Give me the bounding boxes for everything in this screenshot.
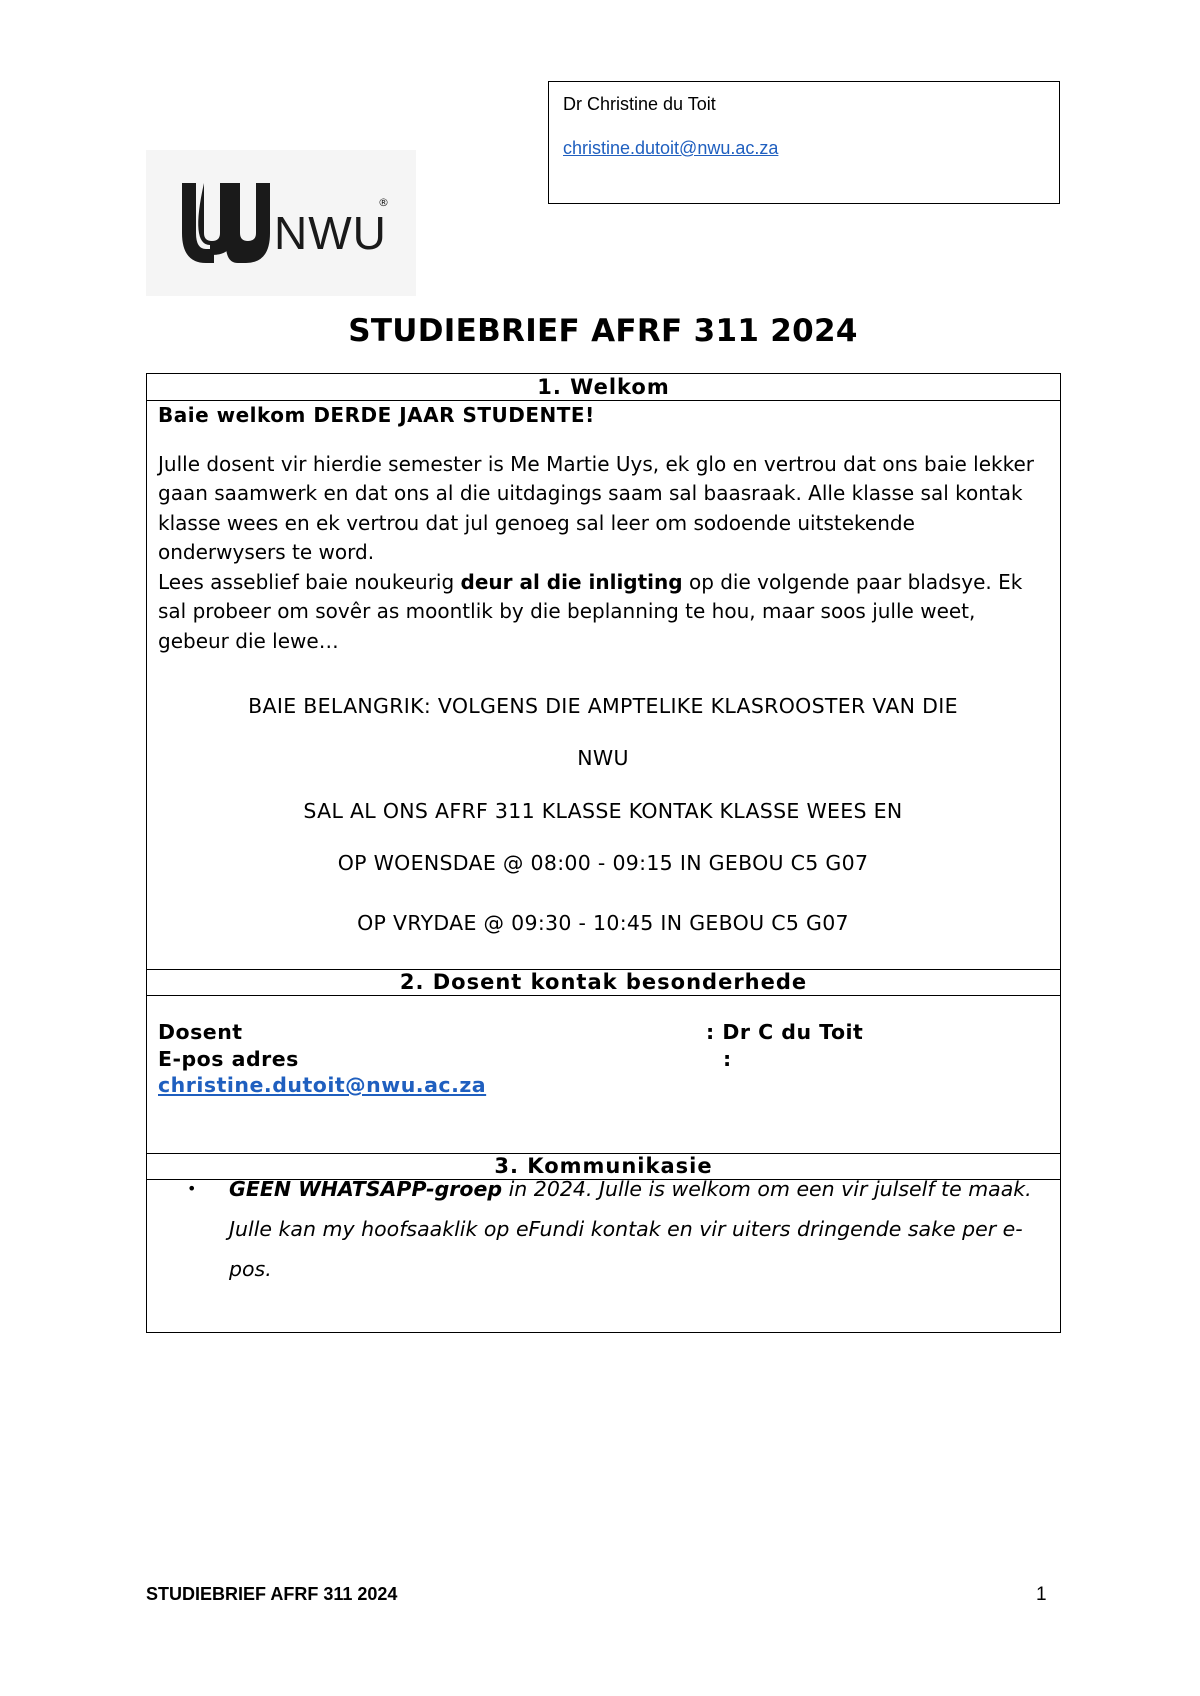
epos-row <box>158 1046 1048 1073</box>
epos-label: E-pos adres <box>158 1046 299 1071</box>
section-2-body <box>158 1019 1048 1099</box>
dosent-row <box>158 1019 1048 1046</box>
footer-title: STUDIEBRIEF AFRF 311 2024 <box>146 1584 398 1604</box>
studiebrief-table <box>146 373 1061 1333</box>
important-line-4: OP WOENSDAE @ 08:00 - 09:15 IN GEBOU C5 G07 <box>337 851 869 875</box>
instruction-bold: deur al die inligting <box>460 569 683 594</box>
section-3-heading: 3. Kommunikasie <box>494 1154 713 1178</box>
dosent-value: : Dr C du Toit <box>706 1020 864 1044</box>
dosent-label: Dosent <box>158 1020 243 1044</box>
contact-name: Dr Christine du Toit <box>563 94 716 114</box>
section-1-heading: 1. Welkom <box>537 375 670 399</box>
section-3-body <box>187 1169 1047 1289</box>
important-line-2: NWU <box>577 746 629 770</box>
contact-email-link[interactable]: christine.dutoit@nwu.ac.za <box>563 138 779 158</box>
instruction-text: Lees asseblief baie noukeurig <box>158 569 461 594</box>
instruction-paragraph <box>158 568 1048 657</box>
email-row <box>158 1072 1048 1099</box>
divider <box>147 995 1060 996</box>
dosent-email-link[interactable]: christine.dutoit@nwu.ac.za <box>158 1073 487 1097</box>
communication-rest: in 2024. Julle is welkom om een vir julself te maak. Julle kan my hoofsaaklik op eFundi kontak en vir uiters dringende sake per e-pos. <box>229 1177 1032 1281</box>
communication-text <box>229 1169 1047 1289</box>
epos-colon: : <box>723 1046 732 1071</box>
welcome-paragraph: Julle dosent vir hierdie semester is Me Martie Uys, ek glo en vertrou dat ons baie lekker gaan saamwerk en dat ons al die uitdagings saam sal baasraak. Alle klasse sal kontak klasse wees en ek vertrou dat jul genoeg sal leer om sodoende uitstekende onderwysers te word. <box>158 451 1035 564</box>
important-line-1: BAIE BELANGRIK: VOLGENS DIE AMPTELIKE KLASROOSTER VAN DIE <box>248 694 958 718</box>
logo-text: NWU <box>274 207 387 259</box>
registered-mark: ® <box>378 196 389 209</box>
document-title: STUDIEBRIEF AFRF 311 2024 <box>348 313 858 349</box>
important-line-5: OP VRYDAE @ 09:30 - 10:45 IN GEBOU C5 G07 <box>357 911 849 935</box>
instruction-text-end: op die volgende paar bladsye. Ek sal probeer om sovêr as moontlik by die beplanning te hou, maar soos julle weet, gebeur die lewe… <box>158 569 1023 653</box>
page-number: 1 <box>1036 1584 1047 1605</box>
communication-bold: GEEN WHATSAPP-groep <box>229 1177 503 1201</box>
contact-box <box>548 81 1060 204</box>
bullet-icon: • <box>187 1179 197 1198</box>
section-1-body <box>158 401 1048 656</box>
nwu-logo <box>146 150 416 296</box>
important-line-3: SAL AL ONS AFRF 311 KLASSE KONTAK KLASSE WEES EN <box>303 799 903 823</box>
nwu-emblem-icon <box>176 175 276 271</box>
section-2-heading: 2. Dosent kontak besonderhede <box>399 970 808 994</box>
welcome-lead: Baie welkom DERDE JAAR STUDENTE! <box>158 403 595 427</box>
